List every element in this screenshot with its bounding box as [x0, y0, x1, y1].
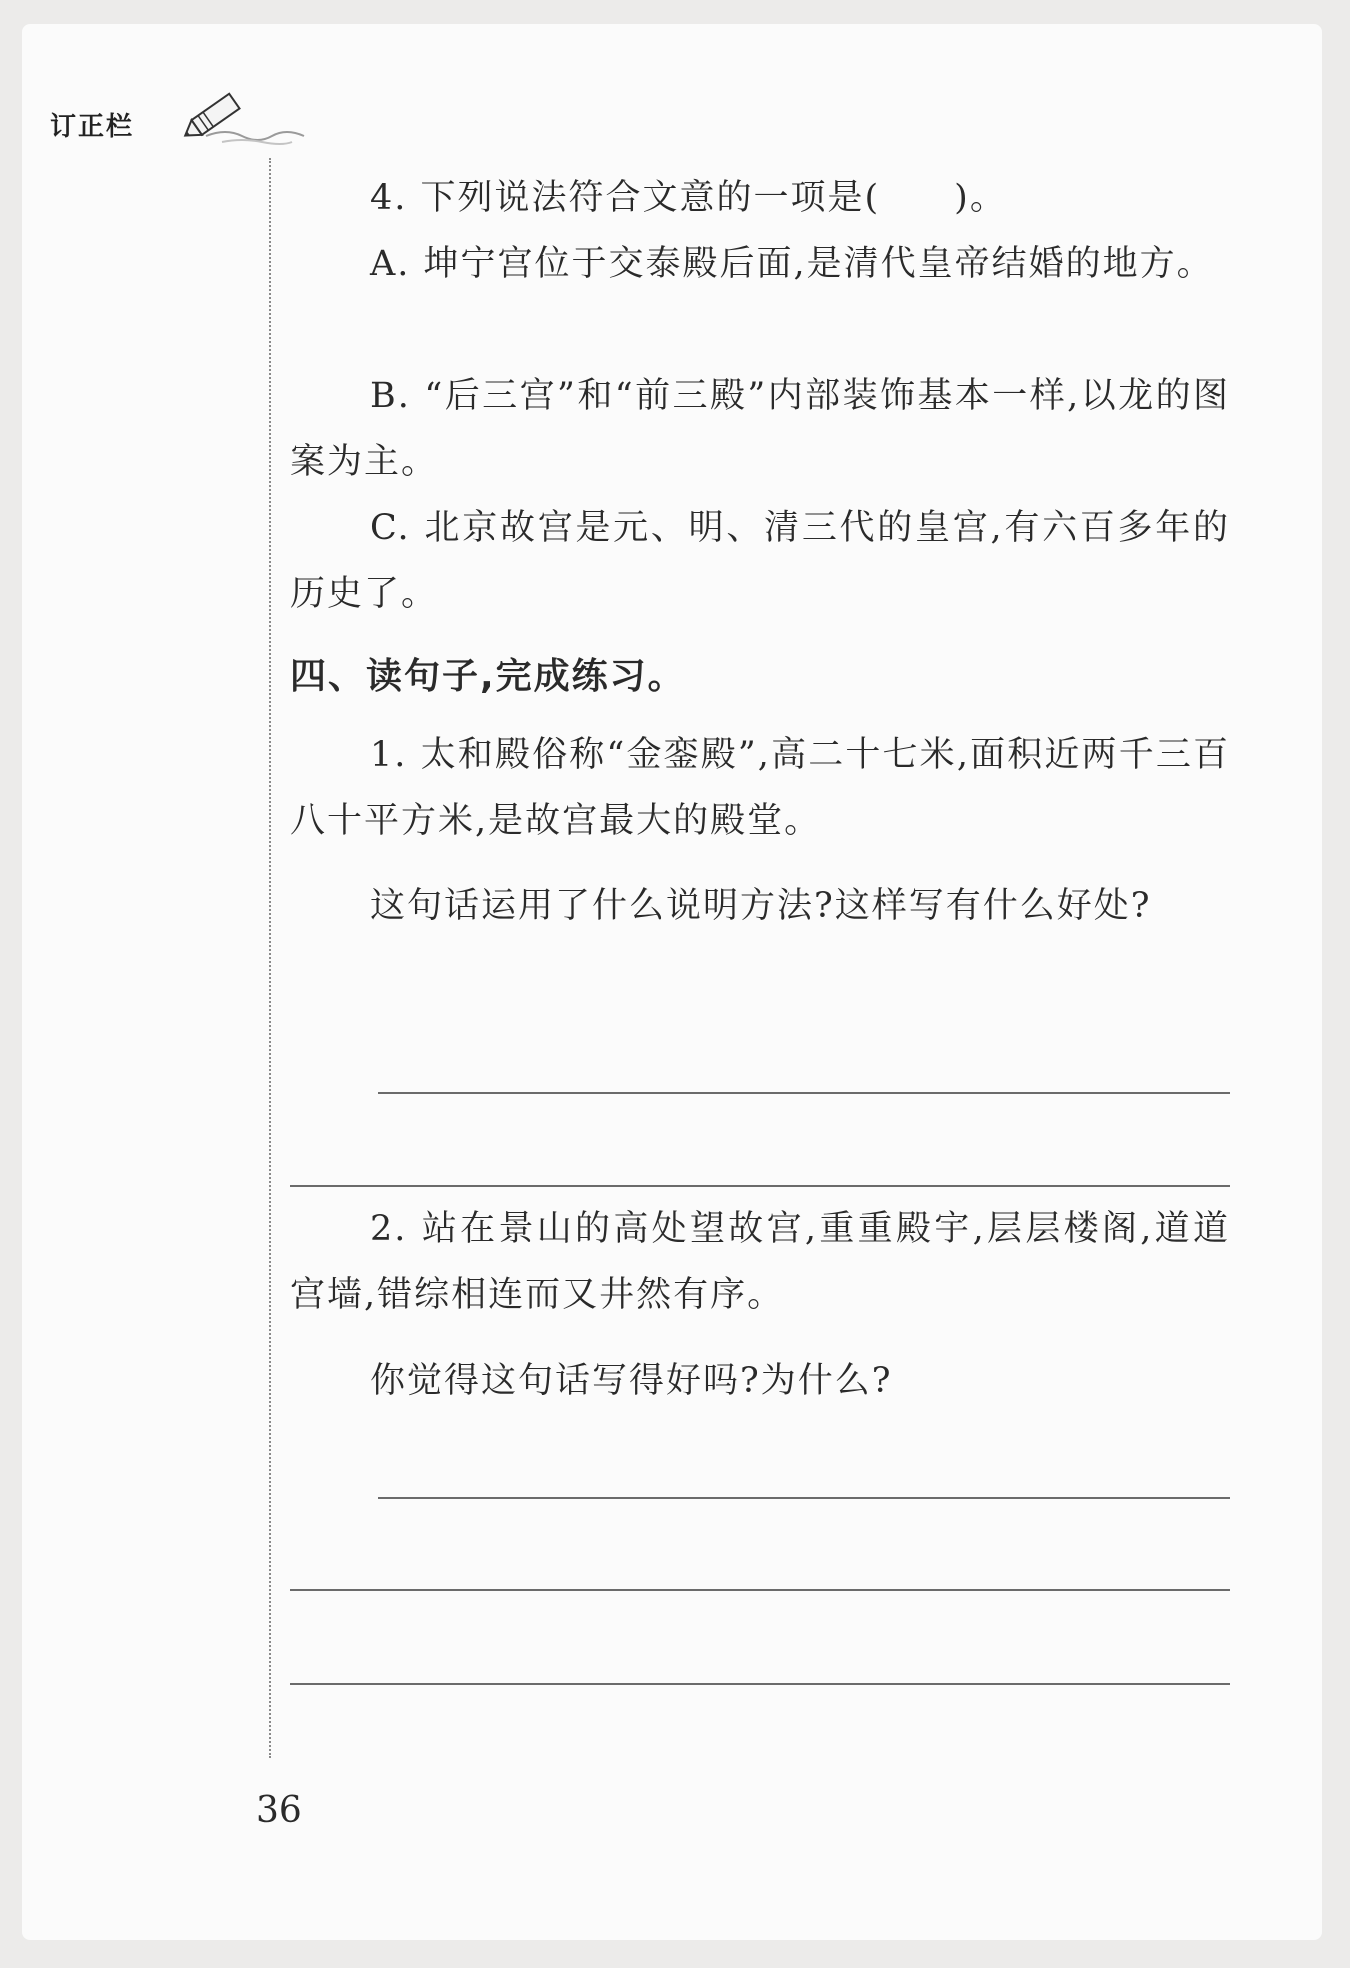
- page-number: 36: [256, 1790, 302, 1831]
- item-2-answer-line-1[interactable]: [378, 1497, 1230, 1499]
- item-2-answer-line-2[interactable]: [290, 1589, 1230, 1591]
- correction-column-label: 订正栏: [50, 112, 135, 142]
- worksheet-page: [22, 24, 1322, 1940]
- item-2-question: 你觉得这句话写得好吗?为什么?: [370, 1361, 893, 1401]
- item-1-question: 这句话运用了什么说明方法?这样写有什么好处?: [370, 886, 1152, 926]
- question-4-option-b: B. “后三宫”和“前三殿”内部装饰基本一样,以龙的图案为主。: [290, 376, 1230, 482]
- item-2-sentence: 2. 站在景山的高处望故宫,重重殿宇,层层楼阁,道道宫墙,错综相连而又井然有序。: [290, 1209, 1230, 1315]
- margin-divider: [269, 158, 271, 1758]
- item-1-answer-line-1[interactable]: [378, 1092, 1230, 1094]
- item-1-sentence: 1. 太和殿俗称“金銮殿”,高二十七米,面积近两千三百八十平方米,是故宫最大的殿堂。: [290, 735, 1230, 841]
- pencil-icon: [172, 88, 312, 148]
- item-2-answer-line-3[interactable]: [290, 1683, 1230, 1685]
- item-1-answer-line-2[interactable]: [290, 1185, 1230, 1187]
- question-4-stem: 4. 下列说法符合文意的一项是( )。: [370, 178, 1007, 218]
- section-4-title: 四、读句子,完成练习。: [290, 656, 686, 697]
- question-4-option-a: A. 坤宁宫位于交泰殿后面,是清代皇帝结婚的地方。: [370, 244, 1214, 284]
- question-4-option-c: C. 北京故宫是元、明、清三代的皇宫,有六百多年的历史了。: [290, 508, 1230, 614]
